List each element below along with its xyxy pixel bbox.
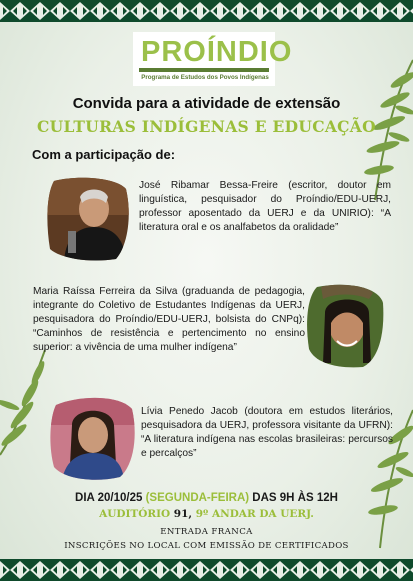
event-time: 9H ÀS 12H (279, 492, 338, 504)
top-pattern-stripe (0, 0, 413, 22)
event-weekday: (SEGUNDA-FEIRA) (145, 492, 250, 504)
logo-subtitle: Programa de Estudos dos Povos Indígenas (141, 74, 269, 81)
speaker-photo-1 (46, 175, 130, 261)
bottom-pattern-stripe (0, 559, 413, 581)
entry-note: ENTRADA FRANCA (160, 527, 253, 537)
participation-label: Com a participação de: (32, 147, 176, 162)
proindio-logo (133, 32, 293, 86)
speaker-photo-2 (307, 283, 384, 368)
event-location (0, 508, 413, 520)
auditorium-number: 91, (173, 508, 193, 520)
floor-label: 9º ANDAR DA UERJ. (195, 508, 314, 520)
event-date: DIA 20/10/25 (75, 492, 143, 504)
auditorium-label: AUDITÓRIO (99, 508, 171, 520)
event-das: DAS (252, 492, 277, 504)
registration-note: INSCRIÇÕES NO LOCAL COM EMISSÃO DE CERTIFICADOS (64, 541, 349, 551)
logo-pattern-band (139, 68, 269, 72)
event-title: CULTURAS INDÍGENAS E EDUCAÇÃO (37, 117, 376, 136)
event-date-time (0, 492, 413, 504)
speaker-description-2: Maria Raíssa Ferreira da Silva (graduanda de pedagogia, integrante do Coletivo de Estudantes Indígenas da UERJ, pesquisadora do Proíndio/EDU-UERJ, bolsista do CNPq): “Caminhos de resistência e pertencimento no ensino superior: a vivência de uma mulher indígena” (33, 286, 305, 354)
invite-heading: Convida para a atividade de extensão (72, 95, 341, 112)
logo-title: PROÍNDIO (141, 36, 293, 68)
speaker-description-1: José Ribamar Bessa-Freire (escritor, doutor em linguística, pesquisador do Proíndio/EDU-UERJ, professor aposentado da UERJ e da UNIRIO): “A literatura oral e os analfabetos da oralidade” (139, 180, 391, 234)
speaker-photo-3 (50, 395, 136, 480)
speaker-description-3: Lívia Penedo Jacob (doutora em estudos literários, pesquisadora da UERJ, professora visitante da UFRN): “A literatura indígena nas escolas brasileiras: percursos e percalços” (141, 406, 393, 460)
